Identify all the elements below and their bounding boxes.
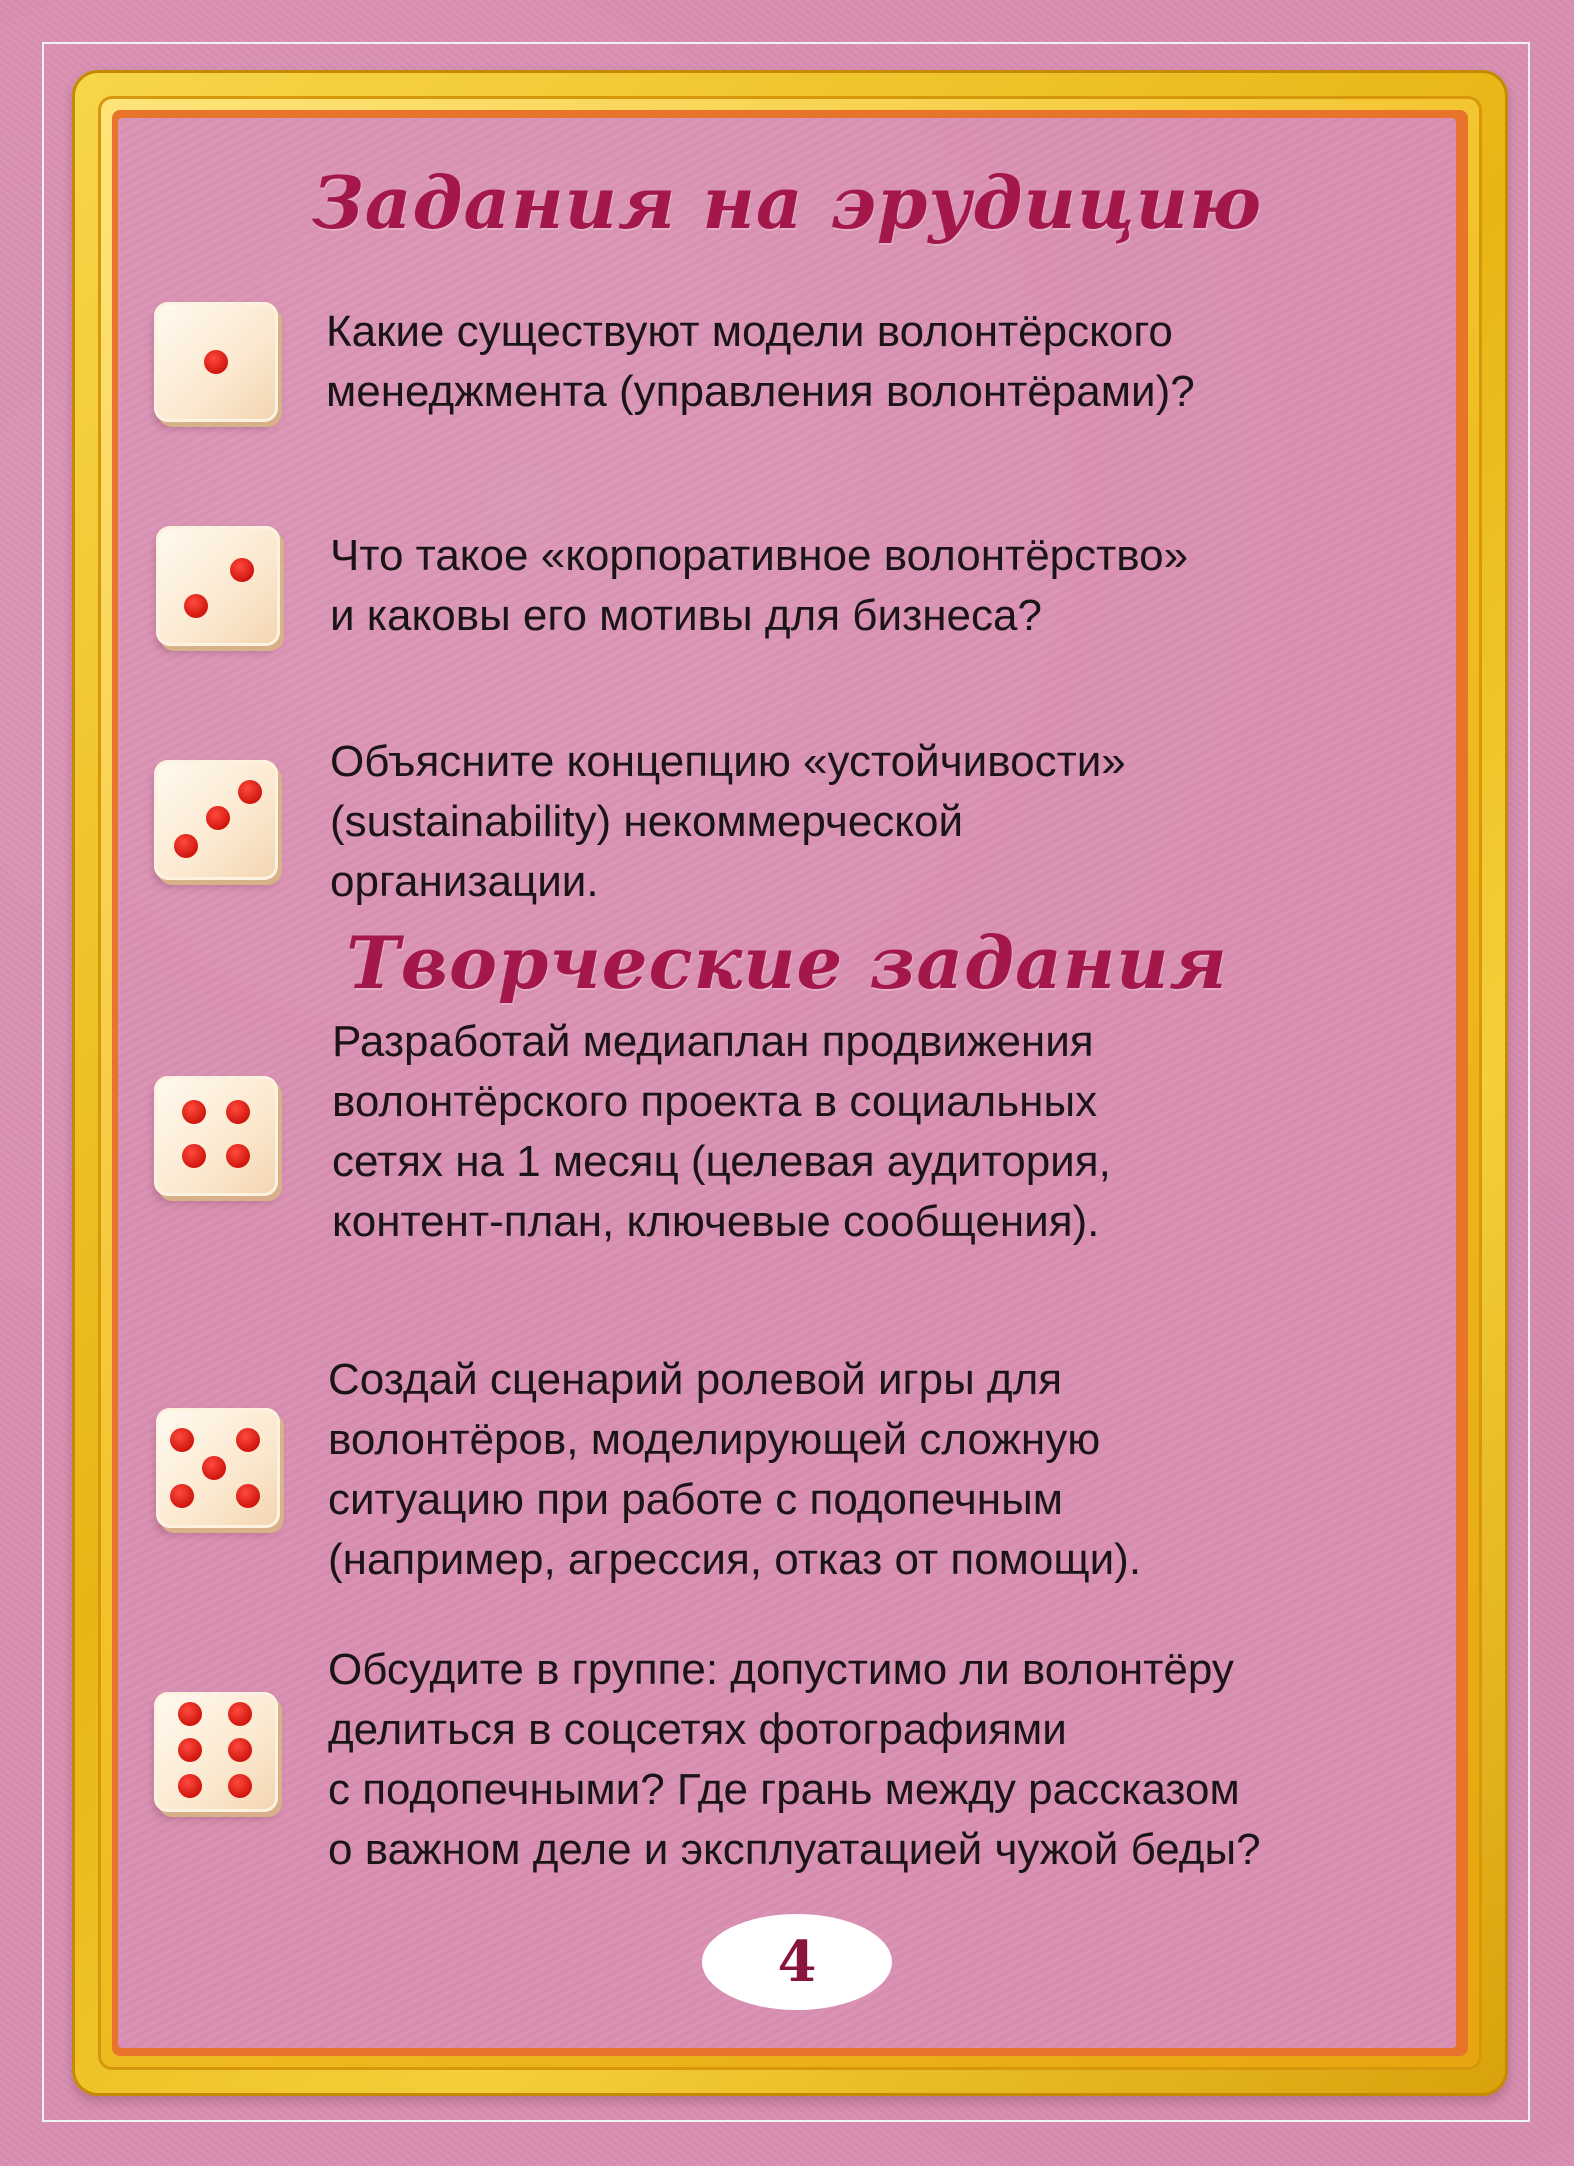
task-6-text bbox=[328, 1640, 1261, 1880]
die-pip bbox=[230, 558, 254, 582]
section-title-erudition: Задания на эрудицию bbox=[311, 160, 1263, 245]
page-number: 4 bbox=[702, 1914, 892, 2010]
task-1-text bbox=[326, 302, 1195, 422]
task-line: волонтёрского проекта в социальных bbox=[332, 1077, 1098, 1126]
task-line: волонтёров, моделирующей сложную bbox=[328, 1415, 1101, 1464]
task-line: сетях на 1 месяц (целевая аудитория, bbox=[332, 1137, 1111, 1186]
die-six bbox=[154, 1692, 278, 1812]
die-pip bbox=[236, 1428, 260, 1452]
task-line: и каковы его мотивы для бизнеса? bbox=[330, 591, 1042, 640]
section-title-creative: Творческие задания bbox=[346, 920, 1228, 1005]
die-pip bbox=[170, 1484, 194, 1508]
die-three bbox=[154, 760, 278, 880]
task-line: (sustainability) некоммерческой bbox=[330, 797, 964, 846]
die-five bbox=[156, 1408, 280, 1528]
task-line: ситуацию при работе с подопечным bbox=[328, 1475, 1063, 1524]
die-pip bbox=[228, 1738, 252, 1762]
task-line: о важном деле и эксплуатацией чужой беды? bbox=[328, 1825, 1261, 1874]
task-line: Разработай медиаплан продвижения bbox=[332, 1017, 1094, 1066]
die-pip bbox=[174, 834, 198, 858]
task-line: Объясните концепцию «устойчивости» bbox=[330, 737, 1126, 786]
die-two bbox=[156, 526, 280, 646]
task-line: Обсудите в группе: допустимо ли волонтёру bbox=[328, 1645, 1234, 1694]
die-pip bbox=[236, 1484, 260, 1508]
die-four bbox=[154, 1076, 278, 1196]
task-5-text bbox=[328, 1350, 1141, 1590]
die-pip bbox=[228, 1702, 252, 1726]
die-pip bbox=[226, 1100, 250, 1124]
die-pip bbox=[170, 1428, 194, 1452]
task-line: Что такое «корпоративное волонтёрство» bbox=[330, 531, 1189, 580]
die-pip bbox=[182, 1144, 206, 1168]
die-one bbox=[154, 302, 278, 422]
die-pip bbox=[204, 350, 228, 374]
die-pip bbox=[202, 1456, 226, 1480]
task-3-text bbox=[330, 732, 1126, 912]
die-pip bbox=[226, 1144, 250, 1168]
die-pip bbox=[182, 1100, 206, 1124]
task-2-text bbox=[330, 526, 1188, 646]
die-pip bbox=[178, 1702, 202, 1726]
task-line: Создай сценарий ролевой игры для bbox=[328, 1355, 1063, 1404]
task-line: менеджмента (управления волонтёрами)? bbox=[326, 367, 1195, 416]
die-pip bbox=[228, 1774, 252, 1798]
task-line: с подопечными? Где грань между рассказом bbox=[328, 1765, 1240, 1814]
task-line: (например, агрессия, отказ от помощи). bbox=[328, 1535, 1142, 1584]
die-pip bbox=[238, 780, 262, 804]
task-line: делиться в соцсетях фотографиями bbox=[328, 1705, 1067, 1754]
task-line: Какие существуют модели волонтёрского bbox=[326, 307, 1173, 356]
die-pip bbox=[184, 594, 208, 618]
task-line: контент-план, ключевые сообщения). bbox=[332, 1197, 1100, 1246]
die-pip bbox=[206, 806, 230, 830]
task-line: организации. bbox=[330, 857, 599, 906]
task-4-text bbox=[332, 1012, 1111, 1252]
die-pip bbox=[178, 1774, 202, 1798]
die-pip bbox=[178, 1738, 202, 1762]
